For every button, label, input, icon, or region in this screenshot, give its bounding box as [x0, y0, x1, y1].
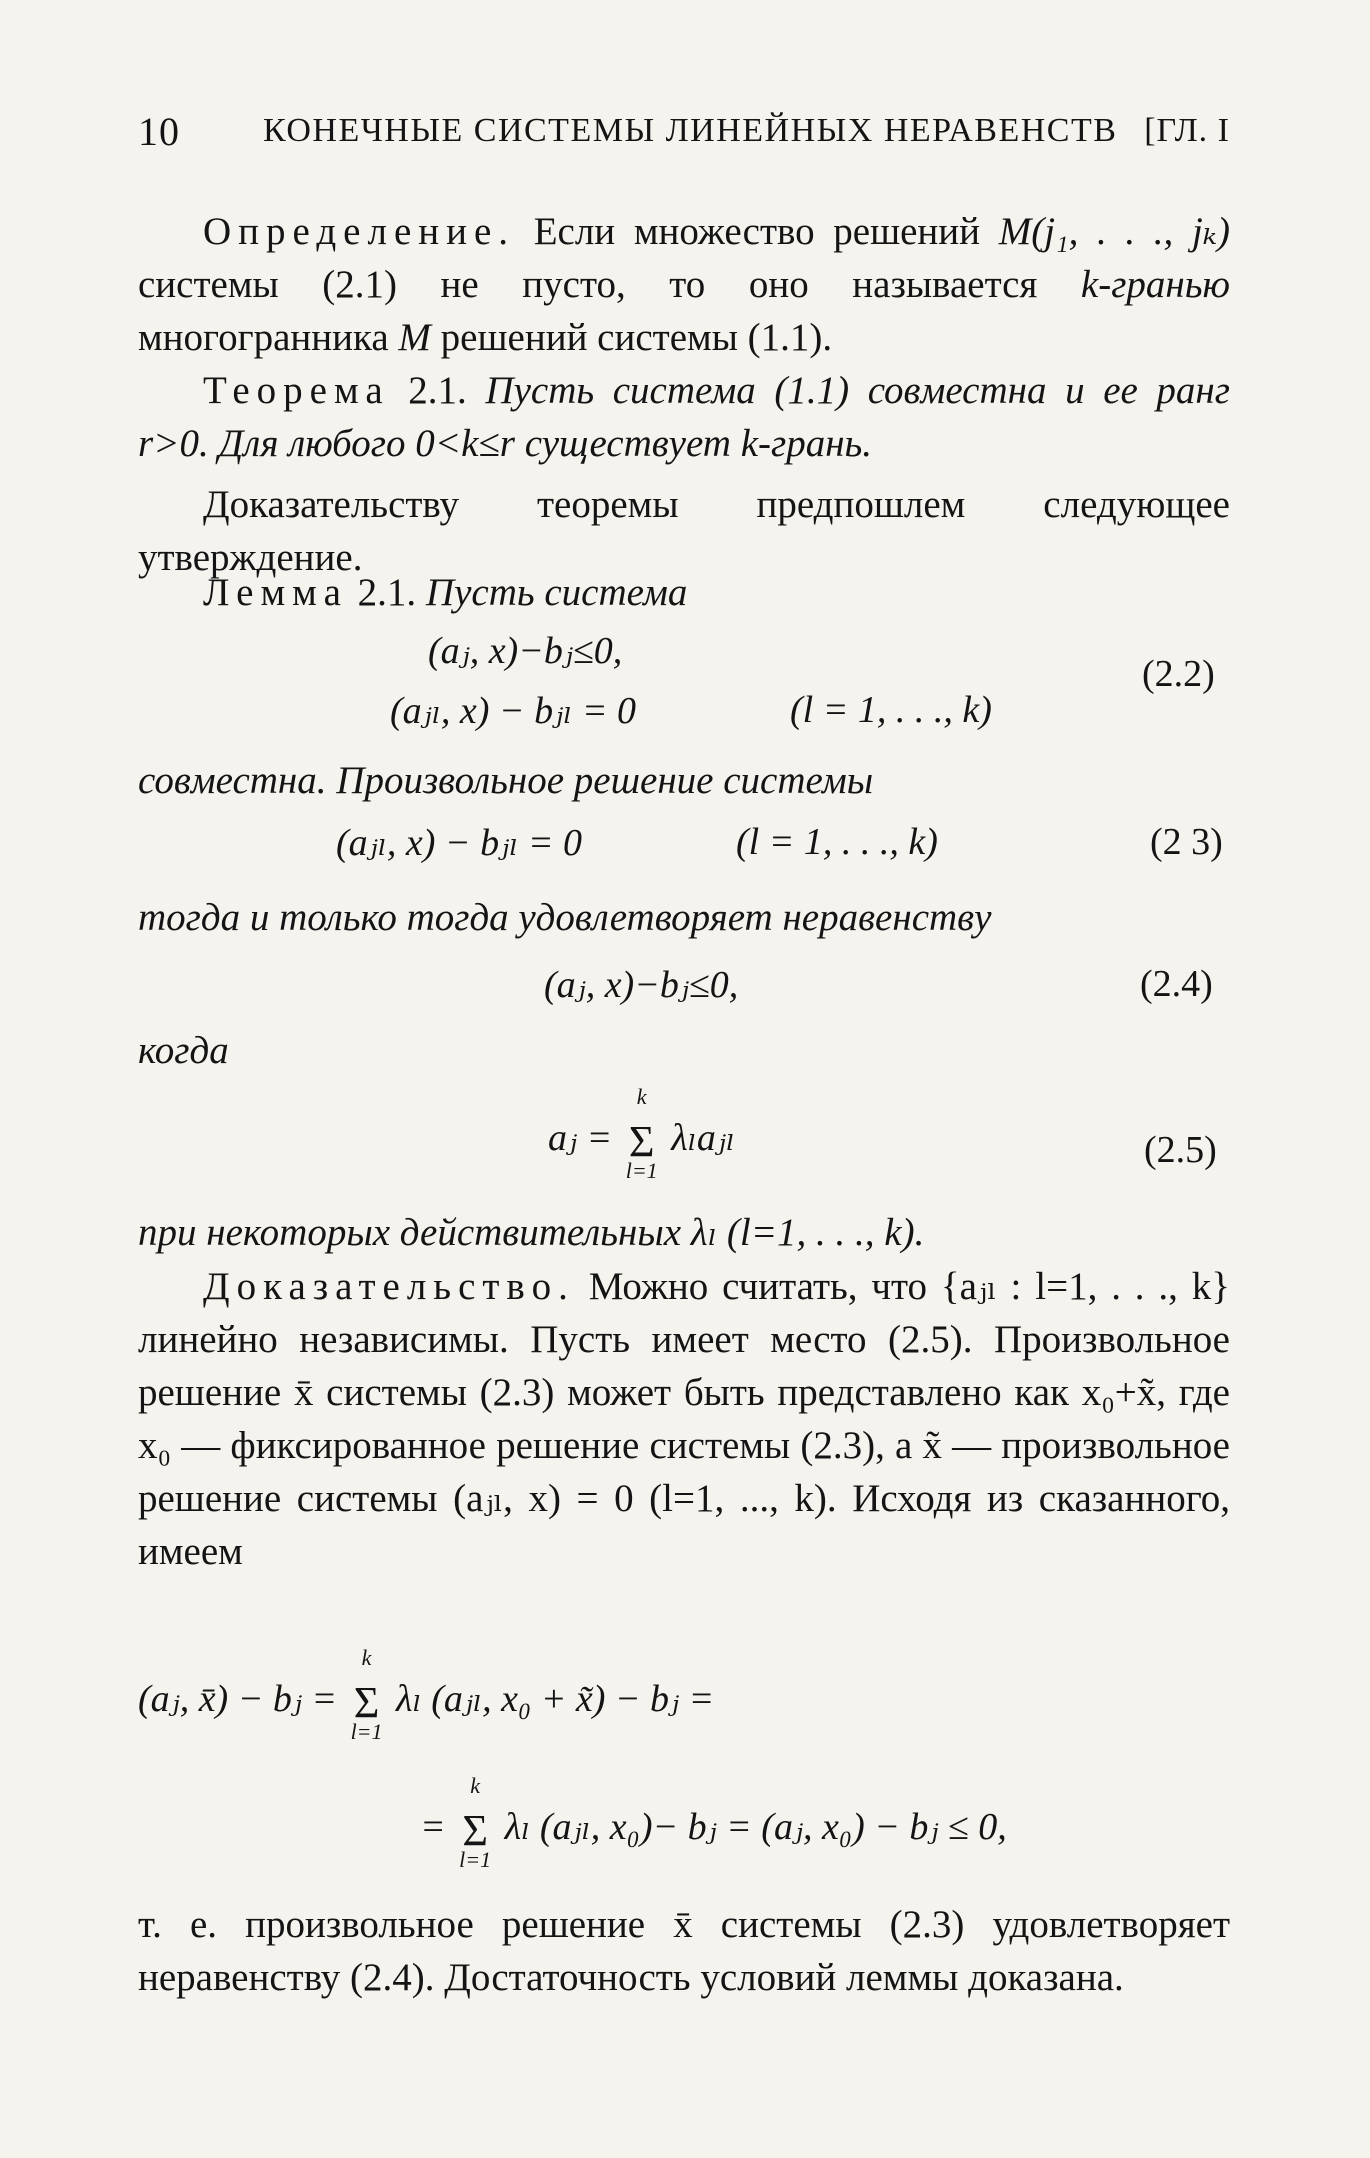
conclusion-paragraph: т. е. произвольное решение x̄ системы (2.3) удовлетворяет неравенству (2.4). Достаточность условий леммы доказана. — [138, 1903, 1230, 1999]
definition-term: k-гранью — [1080, 263, 1230, 306]
definition-paragraph: Определение. Если множество решений M(j₁, . . ., jₖ) системы (2.1) не пусто, то оно называется k-гранью многогранника M решений системы (1.1). — [138, 210, 1231, 359]
conclusion-block — [138, 1898, 1230, 2004]
lemma-label: Лемма — [203, 571, 348, 614]
theorem-block — [138, 364, 1230, 470]
preface-paragraph: Доказательству теоремы предпошлем следующее утверждение. — [138, 483, 1230, 579]
equation-2-2-number: (2.2) — [1142, 653, 1215, 695]
definition-math-set: M(j₁, . . ., jₖ) — [998, 210, 1231, 253]
page-number: 10 — [138, 109, 180, 154]
text-iff: тогда и только тогда удовлетворяет неравенству — [138, 896, 992, 939]
theorem-paragraph: Теорема 2.1. Пусть система (1.1) совместна и ее ранг r>0. Для любого 0<k≤r существует k-грань. — [138, 369, 1230, 465]
equation-2-2-line2: (aⱼₗ, x) − bⱼₗ = 0 — [390, 690, 636, 732]
equation-2-5-number: (2.5) — [1144, 1129, 1217, 1171]
derivation-line1: (aⱼ, x̄) − bⱼ = k Σ l=1 λₗ (aⱼₗ, x₀ + x̃) − bⱼ = — [138, 1644, 715, 1744]
running-title: КОНЕЧНЫЕ СИСТЕМЫ ЛИНЕЙНЫХ НЕРАВЕНСТВ — [263, 112, 1118, 149]
equation-2-3: (aⱼₗ, x) − bⱼₗ = 0 — [336, 822, 582, 864]
proof-label: Доказательство. — [203, 1265, 575, 1308]
equation-2-3-number: (2 3) — [1150, 821, 1223, 863]
chapter-marker: [ГЛ. I — [1144, 112, 1230, 149]
text-compatible: совместна. Произвольное решение системы — [138, 759, 874, 802]
lemma-block — [138, 566, 1230, 619]
equation-2-4: (aⱼ, x)−bⱼ≤0, — [544, 964, 739, 1006]
summation-symbol: k Σ l=1 — [350, 1644, 383, 1744]
equation-2-2-line1: (aⱼ, x)−bⱼ≤0, — [428, 630, 623, 672]
lemma-paragraph: Лемма 2.1. Пусть система — [203, 571, 688, 614]
definition-label: Определение. — [203, 210, 516, 253]
equation-2-3-condition: (l = 1, . . ., k) — [736, 821, 938, 863]
running-header — [138, 108, 1230, 158]
proof-paragraph: Доказательство. Можно считать, что {aⱼₗ : l=1, . . ., k} линейно независимы. Пусть имеет место (2.5). Произвольное решение x̄ системы (2.3) может быть представлено как x₀+x̃, где x₀ — фиксированное решение системы (2.3), а x̃ — произвольное решение системы (aⱼₗ, x) = 0 (l=1, ..., k). Исходя из сказанного, имеем — [138, 1265, 1230, 1573]
theorem-label: Теорема — [203, 369, 390, 412]
lemma-statement: Пусть система — [425, 571, 688, 614]
derivation-line2: = k Σ l=1 λₗ (aⱼₗ, x₀)− bⱼ = (aⱼ, x₀) − bⱼ ≤ 0, — [420, 1772, 1007, 1872]
text-real-coefficients: при некоторых действительных λₗ (l=1, . . ., k). — [138, 1211, 925, 1254]
definition-block — [138, 205, 1230, 364]
theorem-statement: Пусть система (1.1) совместна и ее ранг r>0. Для любого 0<k≤r существует k-грань. — [138, 369, 1230, 465]
equation-2-2-condition: (l = 1, . . ., k) — [790, 689, 992, 731]
equation-2-5: aⱼ = k Σ l=1 λₗaⱼₗ — [548, 1083, 736, 1183]
equation-2-4-number: (2.4) — [1140, 963, 1213, 1005]
summation-symbol: k Σ l=1 — [459, 1772, 492, 1872]
summation-symbol: k Σ l=1 — [625, 1083, 658, 1183]
proof-block — [138, 1260, 1230, 1578]
text-when: когда — [138, 1029, 229, 1072]
